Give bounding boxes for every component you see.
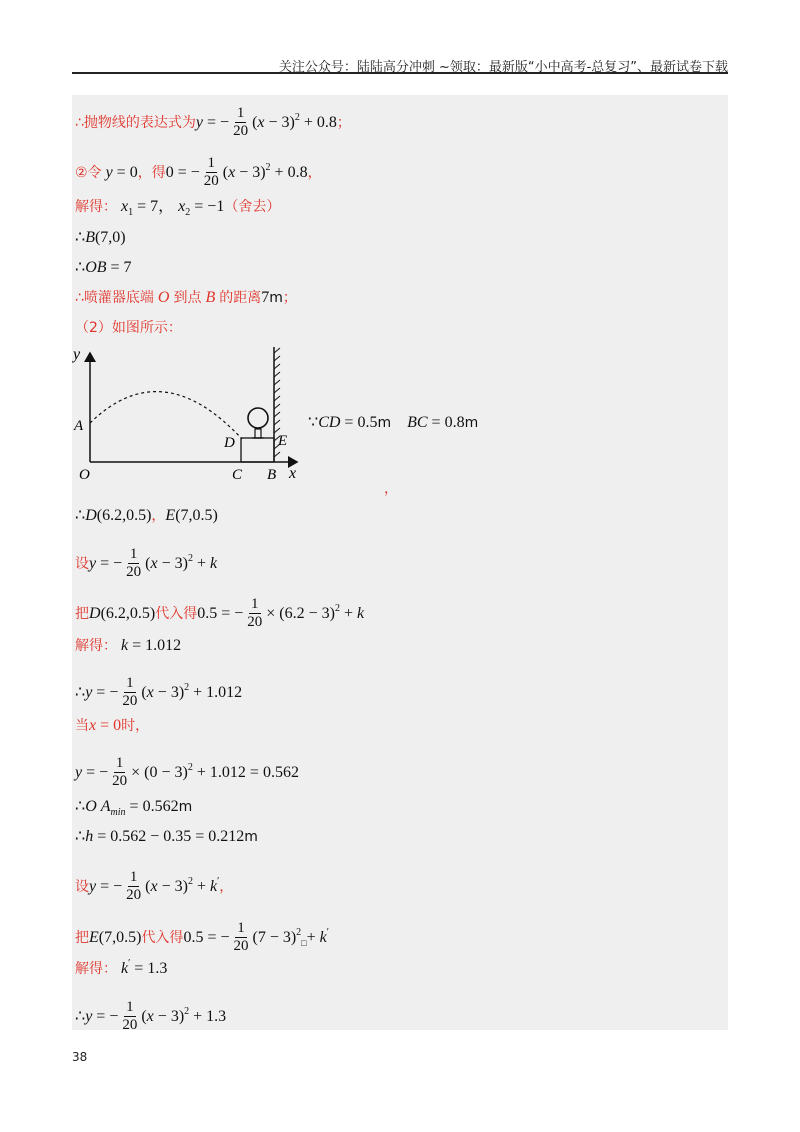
water-trajectory — [90, 392, 242, 439]
line-sub-e: 把 E(7,0.5) 代入得 0.5 = − $\frac{1}{20}$ $(7 - 3)^2_□+ k'$ — [75, 920, 329, 954]
line-k-value: 解得： k = 1.012 — [75, 637, 182, 654]
line-y-at-0: y = − $\frac{1}{20}$ × $(0 - 3)^2 + 1.012 = 0.562$ — [75, 755, 299, 789]
line-ob: ∴OB = 7 — [75, 259, 132, 276]
line-h: ∴h = 0.562 − 0.35 = 0.212 m — [75, 828, 258, 845]
label-a: A — [74, 418, 84, 434]
label-o: O — [79, 467, 90, 482]
line-set-k-prime: 设 y = − $\frac{1}{20}$ $(x - 3)^2 + k'$ ， — [75, 869, 234, 903]
page-number: 38 — [72, 1050, 88, 1064]
fountain-diagram — [72, 347, 312, 482]
line-part2: （2）如图所示： — [75, 320, 182, 336]
label-y: y — [73, 347, 81, 363]
line-parabola-k: ∴y = − $\frac{1}{20}$ $(x - 3)^2 + 1.012$ — [75, 675, 243, 709]
line-points-de: ∴D(6.2,0.5) ， E(7,0.5) — [75, 507, 218, 524]
stray-comma: ， — [384, 482, 398, 497]
solution-body — [72, 95, 728, 1033]
line-when-x0: 当 x = 0 时， — [75, 717, 150, 734]
line-final-parabola: ∴y = − $\frac{1}{20}$ $(x - 3)^2 + 1.3$ — [75, 999, 227, 1033]
label-x: x — [289, 465, 297, 482]
label-e: E — [278, 433, 288, 449]
label-b: B — [267, 467, 277, 482]
line-roots: 解得： $x_1 = 7$， $x_2 = -1$ （舍去） — [75, 198, 281, 218]
ball — [248, 408, 268, 428]
label-c: C — [232, 467, 243, 482]
line-sub-d: 把 D(6.2,0.5) 代入得 0.5 = − $\frac{1}{20}$ × $(6.2 - 3)^2 + k$ — [75, 596, 365, 630]
line-parabola-expression: ∴ 抛物线的表达式为 y = − $\frac{1}{20}$ $(x - 3)^2 + 0.8$ ； — [75, 105, 351, 139]
line-k-prime-value: 解得： k′ = 1.3 — [75, 958, 168, 977]
line-oa-min: ∴O $A_{min} = 0.562$ m — [75, 798, 193, 818]
line-point-b: ∴B(7,0) — [75, 229, 126, 246]
pedestal-stem — [255, 429, 261, 438]
line-set-y-zero: ②令 y = 0 ，得 0 = − $\frac{1}{20}$ $(x - 3)^2 + 0.8$ ， — [75, 155, 322, 189]
line-given-lengths: ∵CD = 0.5m BC = 0.8m — [308, 414, 479, 431]
platform-box — [241, 438, 274, 462]
page-header: 关注公众号：陆陆高分冲刺 ~领取：最新版“小中高考-总复习”、最新试卷下载 — [278, 60, 728, 75]
line-set-k: 设 y = − $\frac{1}{20}$ $(x - 3)^2 + k$ — [75, 546, 218, 580]
line-distance: ∴ 喷灌器底端 O 到点 B 的距离 7 m ； — [75, 289, 297, 306]
header-divider — [72, 72, 728, 74]
label-d: D — [224, 435, 235, 451]
